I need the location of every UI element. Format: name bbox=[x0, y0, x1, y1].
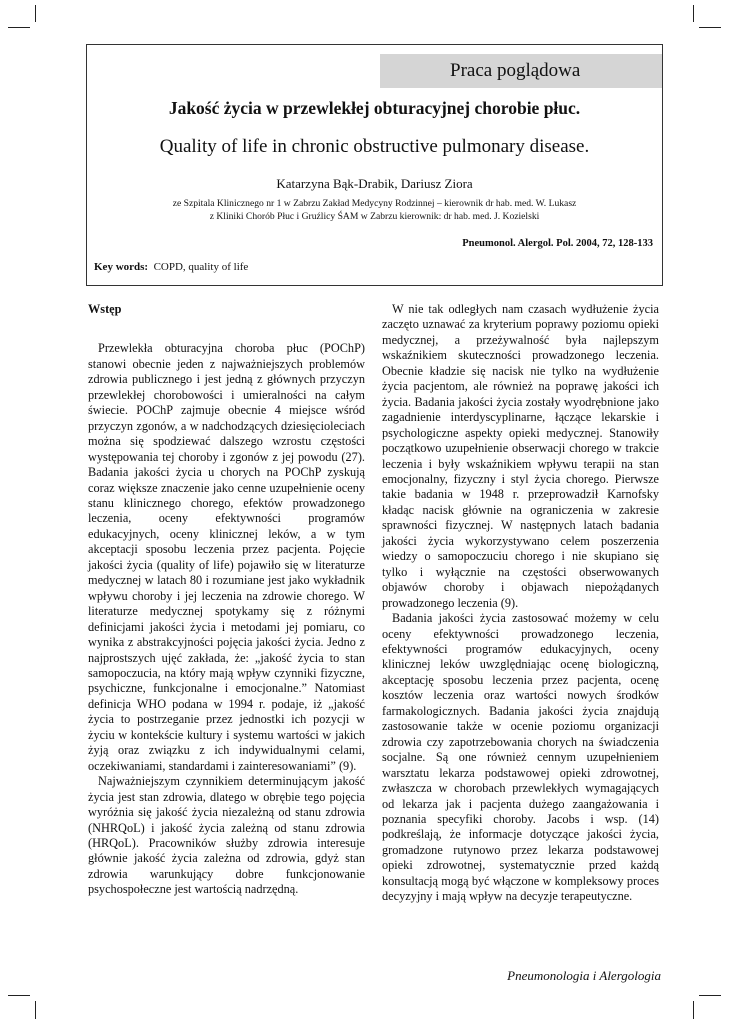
journal-citation: Pneumonol. Alergol. Pol. 2004, 72, 128-133 bbox=[462, 238, 653, 249]
crop-mark-top-right-h bbox=[699, 27, 721, 28]
section-heading: Wstęp bbox=[88, 302, 122, 316]
journal-footer: Pneumonologia i Alergologia bbox=[507, 968, 661, 983]
title-polish: Jakość życia w przewlekłej obturacyjnej chorobie płuc. bbox=[168, 98, 581, 118]
keywords-label: Key words: bbox=[94, 261, 149, 273]
crop-mark-top-right-v bbox=[693, 5, 694, 22]
crop-mark-top-left-v bbox=[35, 5, 36, 22]
paragraph: Badania jakości życia zastosować możemy w celu oceny efektywności prowadzonego leczenia, efektywności programów edukacyjnych, oceny klinicznej leków uwzględniając ocenę biologiczną, akceptację sposobu leczenia przez pacjenta, ocenę kosztów leczenia oraz wartości nowych środków farmakologicznych. Badania jakości życia znajdują zastosowanie także w ocenie poziomu organizacji zdrowia czy zapotrzebowania chorych na świadczenia socjalne. Są one również cennym uzupełnieniem warsztatu lekarza podstawowej opieki zdrowotnej, zwłaszcza w chorobach przewlekłych wymagających od lekarza jak i pacjenta dużego zaangażowania i poznania specyfiki choroby. Jacobs i wsp. (14) podkreślają, że informacje dotyczące jakości życia, gromadzone rutynowo przez lekarza podstawowej opieki zdrowotnej, systematycznie przed każdą konsultacją mogą być włączone w kompleksowy proces decyzyjny i mają wpływ na decyzje terapeutyczne. bbox=[382, 611, 659, 904]
keywords-line bbox=[94, 261, 248, 273]
article-header-box bbox=[86, 44, 663, 286]
crop-mark-bottom-left-v bbox=[35, 1001, 36, 1019]
authors: Katarzyna Bąk-Drabik, Dariusz Ziora bbox=[276, 176, 473, 191]
left-column bbox=[88, 302, 365, 898]
paragraph: Najważniejszym czynnikiem determinującym jakość życia jest stan zdrowia, dlatego w obrębie tego pojęcia wyróżnia się jakość życia niezależną od stanu zdrowia (NHRQoL) i jakość życia zależną od stanu zdrowia (HRQoL). Pracowników służby zdrowia interesuje głównie jakość życia zależna od zdrowia, gdyż stan zdrowia warunkujący dobre funkcjonowanie psychospołeczne jest wartością nadrzędną. bbox=[88, 774, 365, 897]
affiliation-line-2: z Kliniki Chorób Płuc i Gruźlicy ŚAM w Zabrzu kierownik: dr hab. med. J. Kozielski bbox=[209, 210, 540, 222]
crop-mark-bottom-left-h bbox=[8, 995, 30, 996]
right-column bbox=[382, 302, 659, 905]
affiliations bbox=[87, 198, 662, 223]
paragraph: Przewlekła obturacyjna choroba płuc (POChP) stanowi obecnie jeden z najważniejszych problemów zdrowia publicznego i jest jedną z głównych przyczyn przewlekłej chorobowości i umieralności na całym świecie. POChP zajmuje obecnie 4 miejsce wśród przyczyn zgonów, a w nadchodzących dziesięcioleciach można się spodziewać dalszego wzrostu częstości występowania tej choroby i zgonów z jej powodu (27). Badania jakości życia u chorych na POChP zyskują coraz większe znaczenie jako cenne uzupełnienie oceny stanu klinicznego chorego, efektów prowadzonego leczenia, oceny efektywności programów edukacyjnych, oceny klinicznej leków, a w tym akceptacji sposobu leczenia przez pacjenta. Pojęcie jakości życia (quality of life) pojawiło się w literaturze medycznej w latach 80 i rozumiane jest jako wykładnik wpływu choroby i jej leczenia na zdrowie chorego. W literaturze medycznej spotykamy się z różnymi definicjami jakości życia i metodami jej pomiaru, co wynika z abstrakcyjności pojęcia jakości życia. Jedno z najprostszych ujęć zakłada, że: „jakość życia to stan samopoczucia, na który mają wpływ czynniki fizyczne, psychiczne, funkcjonalne i emocjonalne.” Natomiast definicja WHO podana w 1994 r. podaje, iż „jakość życia to postrzeganie przez jednostki ich pozycji w życiu w kontekście kultury i systemu wartości w jakich żyją oraz związku z ich indywidualnymi celami, oczekiwaniami, standardami i zainteresowaniami” (9). bbox=[88, 341, 365, 773]
crop-mark-bottom-right-v bbox=[693, 1001, 694, 1019]
paragraph: W nie tak odległych nam czasach wydłużenie życia zaczęto uznawać za kryterium poprawy poziomu opieki medycznej, a przeżywalność była najlepszym wskaźnikiem skuteczności prowadzonego leczenia. Obecnie kładzie się nacisk nie tylko na wydłużenie życia pacjentom, ale również na poprawę jakości ich życia. Badania jakości życia zostały wyodrębnione jako zagadnienie interdyscyplinarne, łączące lekarskie i psychologiczne aspekty opieki medycznej. Stanowiły początkowo uzupełnienie obserwacji chorego w trakcie leczenia i były wskaźnikiem wpływu terapii na stan emocjonalny, fizyczny i styl życia chorego. Pierwsze takie badania w 1948 r. przeprowadził Karnofsky kładąc nacisk głównie na ograniczenia w zakresie sprawności fizycznej. W następnych latach badania jakości życia wykorzystywano celem poszerzenia wiedzy o samopoczuciu chorego i nie skupiano się tylko i wyłącznie na częstości obserwowanych objawów choroby i objawach niepożądanych prowadzonego leczenia (9). bbox=[382, 302, 659, 610]
crop-mark-top-left-h bbox=[8, 27, 30, 28]
crop-mark-bottom-right-h bbox=[699, 995, 721, 996]
affiliation-line-1: ze Szpitala Klinicznego nr 1 w Zabrzu Zakład Medycyny Rodzinnej – kierownik dr hab. med. W. Lukasz bbox=[172, 198, 577, 209]
article-type-tag: Praca poglądowa bbox=[380, 54, 662, 88]
keywords-value: COPD, quality of life bbox=[153, 261, 249, 273]
title-english: Quality of life in chronic obstructive pulmonary disease. bbox=[159, 136, 590, 157]
